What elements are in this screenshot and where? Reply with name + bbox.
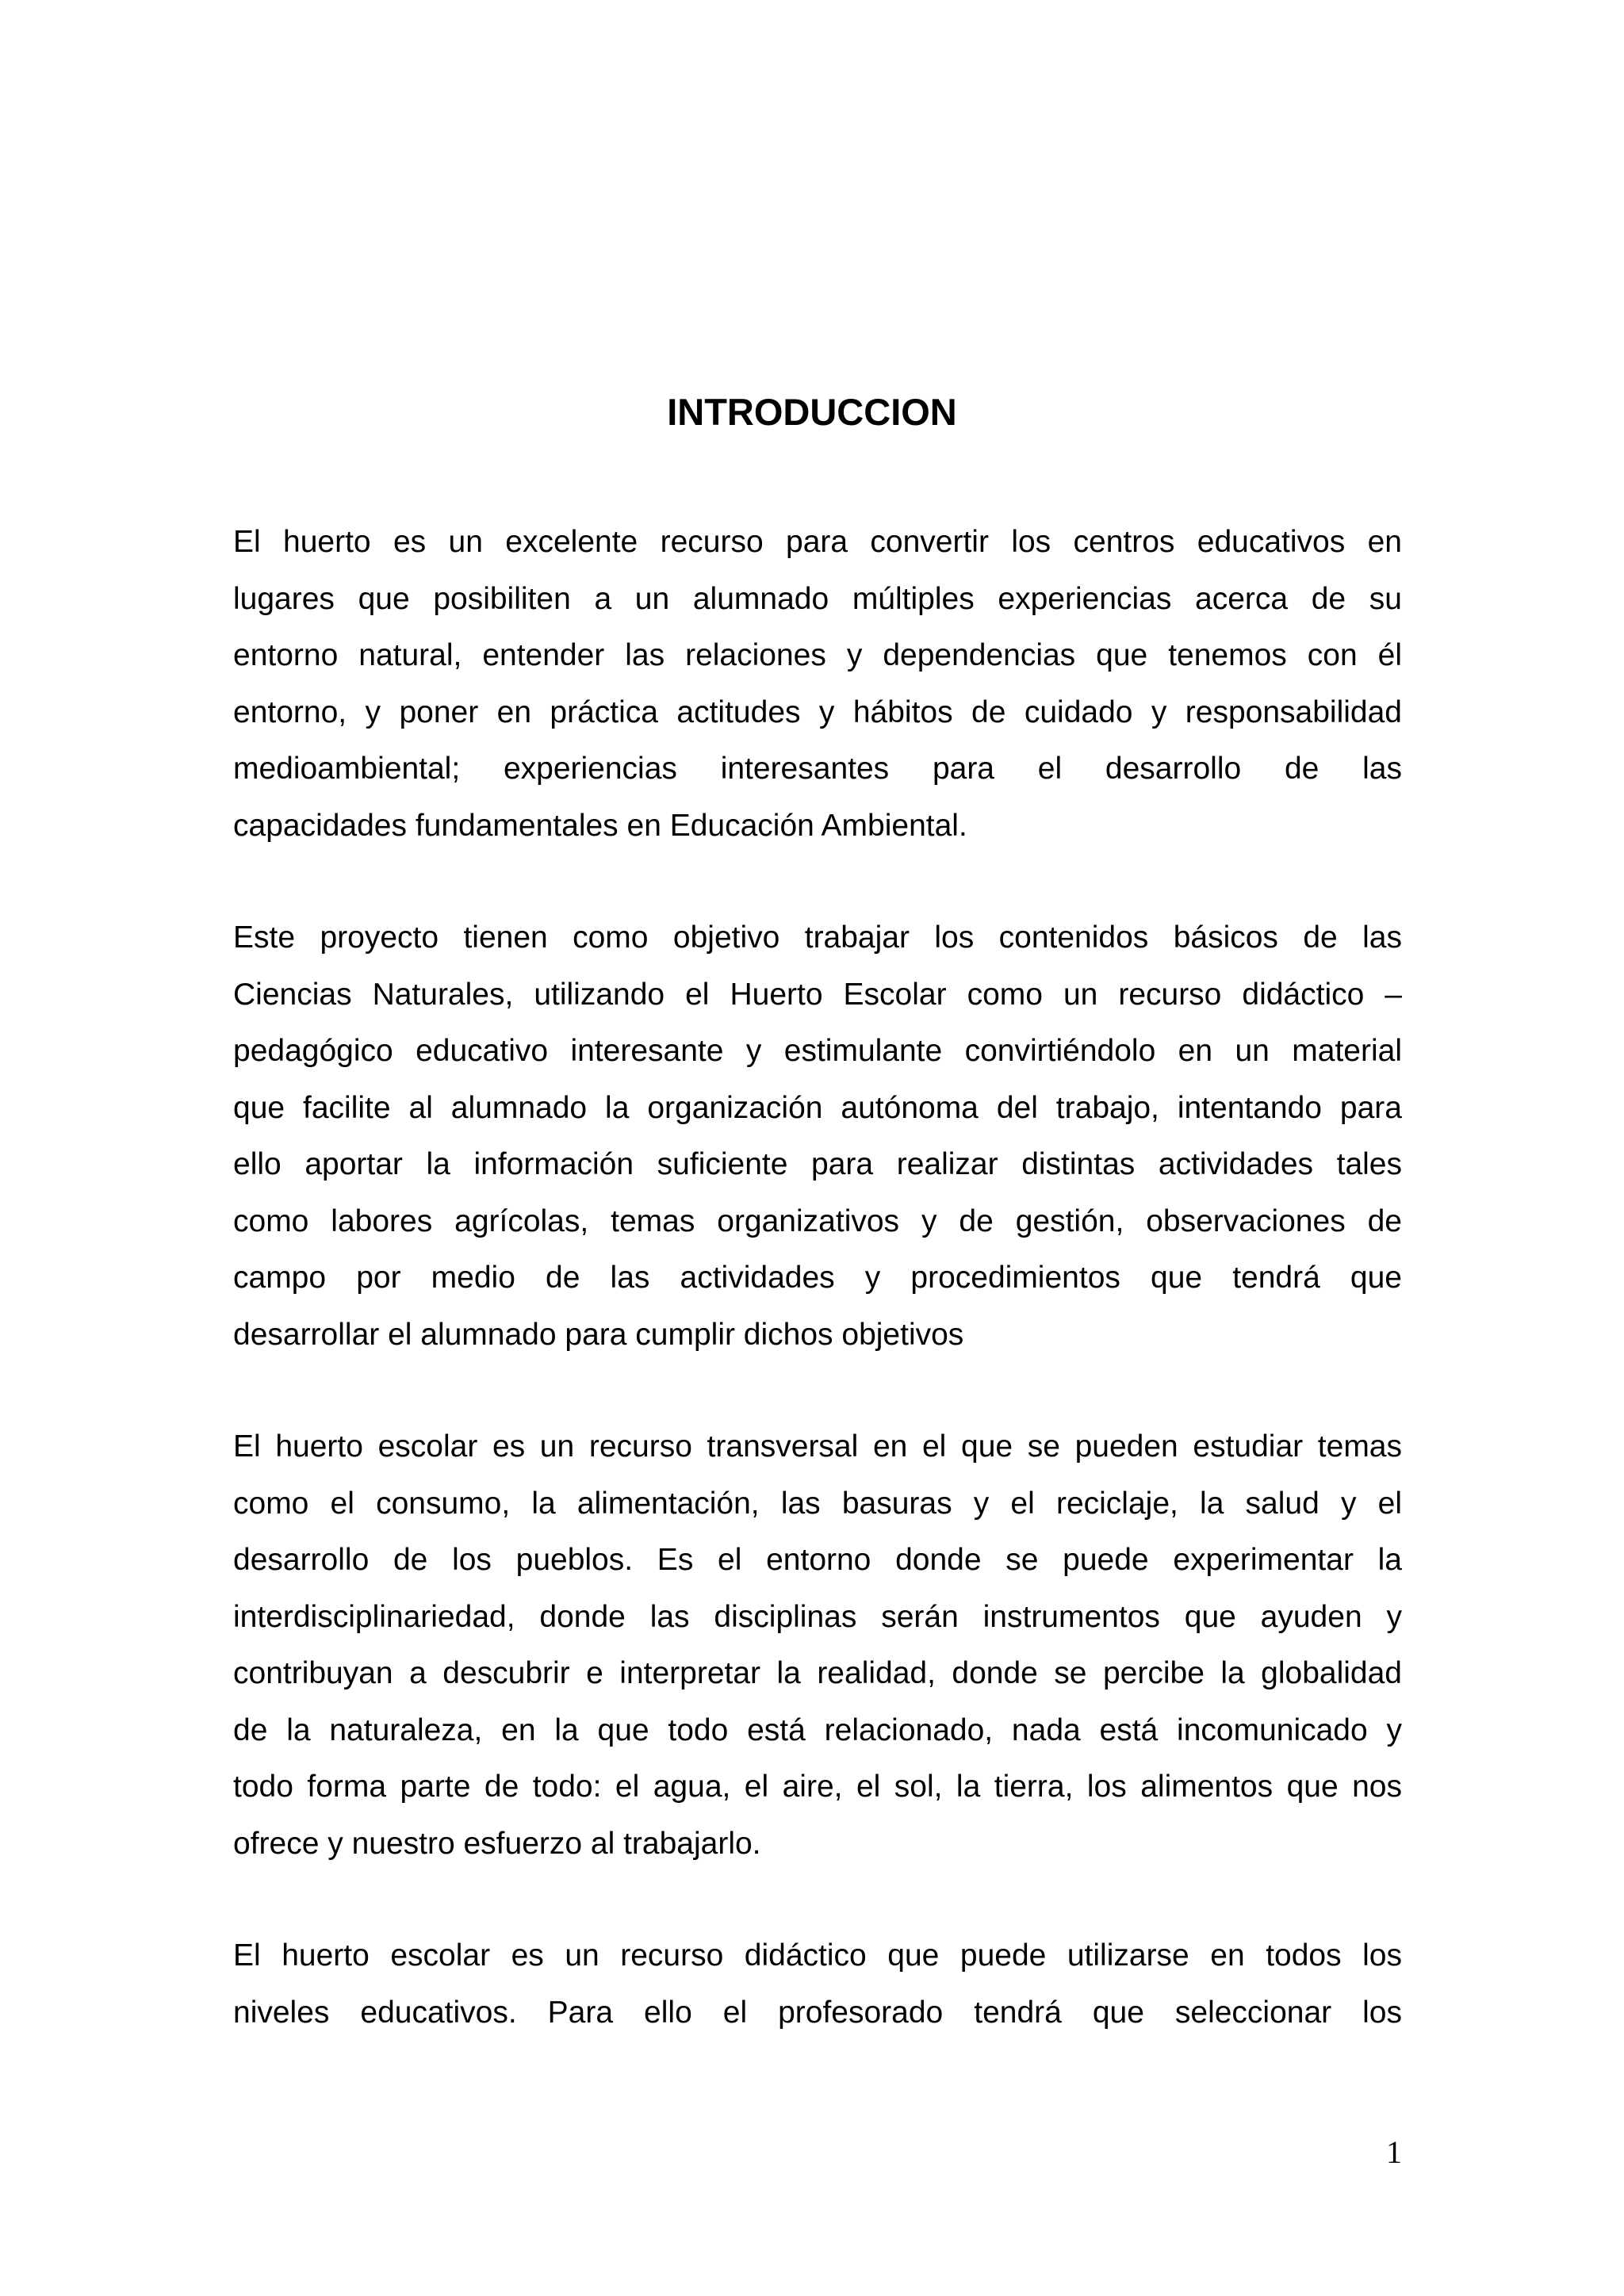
text-line: campo por medio de las actividades y procedimientos que tendrá que [233, 1261, 1402, 1295]
text-line: interdisciplinariedad, donde las disciplinas serán instrumentos que ayuden y [233, 1599, 1402, 1634]
text-line: desarrollo de los pueblos. Es el entorno donde se puede experimentar la [233, 1543, 1402, 1577]
page-title: INTRODUCCION [667, 391, 957, 433]
paragraph [233, 514, 1402, 854]
text-line: entorno natural, entender las relaciones y dependencias que tenemos con él [233, 638, 1402, 672]
text-line: Este proyecto tienen como objetivo trabajar los contenidos básicos de las [233, 920, 1402, 955]
paragraph [233, 1418, 1402, 1872]
text-line: como el consumo, la alimentación, las basuras y el reciclaje, la salud y el [233, 1486, 1402, 1521]
text-line: niveles educativos. Para ello el profesorado tendrá que seleccionar los [233, 1995, 1402, 2030]
text-line: de la naturaleza, en la que todo está relacionado, nada está incomunicado y [233, 1712, 1402, 1747]
text-line: todo forma parte de todo: el agua, el aire, el sol, la tierra, los alimentos que nos [233, 1770, 1402, 1804]
text-line: ofrece y nuestro esfuerzo al trabajarlo. [233, 1826, 761, 1861]
text-line: El huerto es un excelente recurso para convertir los centros educativos en [233, 525, 1402, 559]
text-line: ello aportar la información suficiente para realizar distintas actividades tales [233, 1147, 1402, 1181]
text-line: contribuyan a descubrir e interpretar la realidad, donde se percibe la globalidad [233, 1656, 1402, 1690]
text-line: Ciencias Naturales, utilizando el Huerto Escolar como un recurso didáctico – [233, 977, 1402, 1012]
text-line: desarrollar el alumnado para cumplir dichos objetivos [233, 1317, 964, 1352]
paragraph [233, 909, 1402, 1363]
text-line: El huerto escolar es un recurso didáctico que puede utilizarse en todos los [233, 1938, 1402, 1973]
text-line: medioambiental; experiencias interesantes para el desarrollo de las [233, 752, 1402, 786]
paragraph [233, 1927, 1402, 2041]
text-line: como labores agrícolas, temas organizativos y de gestión, observaciones de [233, 1203, 1402, 1238]
text-line: capacidades fundamentales en Educación Ambiental. [233, 808, 967, 843]
text-line: entorno, y poner en práctica actitudes y hábitos de cuidado y responsabilidad [233, 695, 1402, 729]
text-line: El huerto escolar es un recurso transversal en el que se pueden estudiar temas [233, 1429, 1402, 1464]
text-line: lugares que posibiliten a un alumnado múltiples experiencias acerca de su [233, 581, 1402, 616]
text-line: pedagógico educativo interesante y estimulante convirtiéndolo en un material [233, 1034, 1402, 1068]
body-text [233, 514, 1402, 2096]
page-number: 1 [1386, 2134, 1402, 2170]
text-line: que facilite al alumnado la organización autónoma del trabajo, intentando para [233, 1090, 1402, 1125]
